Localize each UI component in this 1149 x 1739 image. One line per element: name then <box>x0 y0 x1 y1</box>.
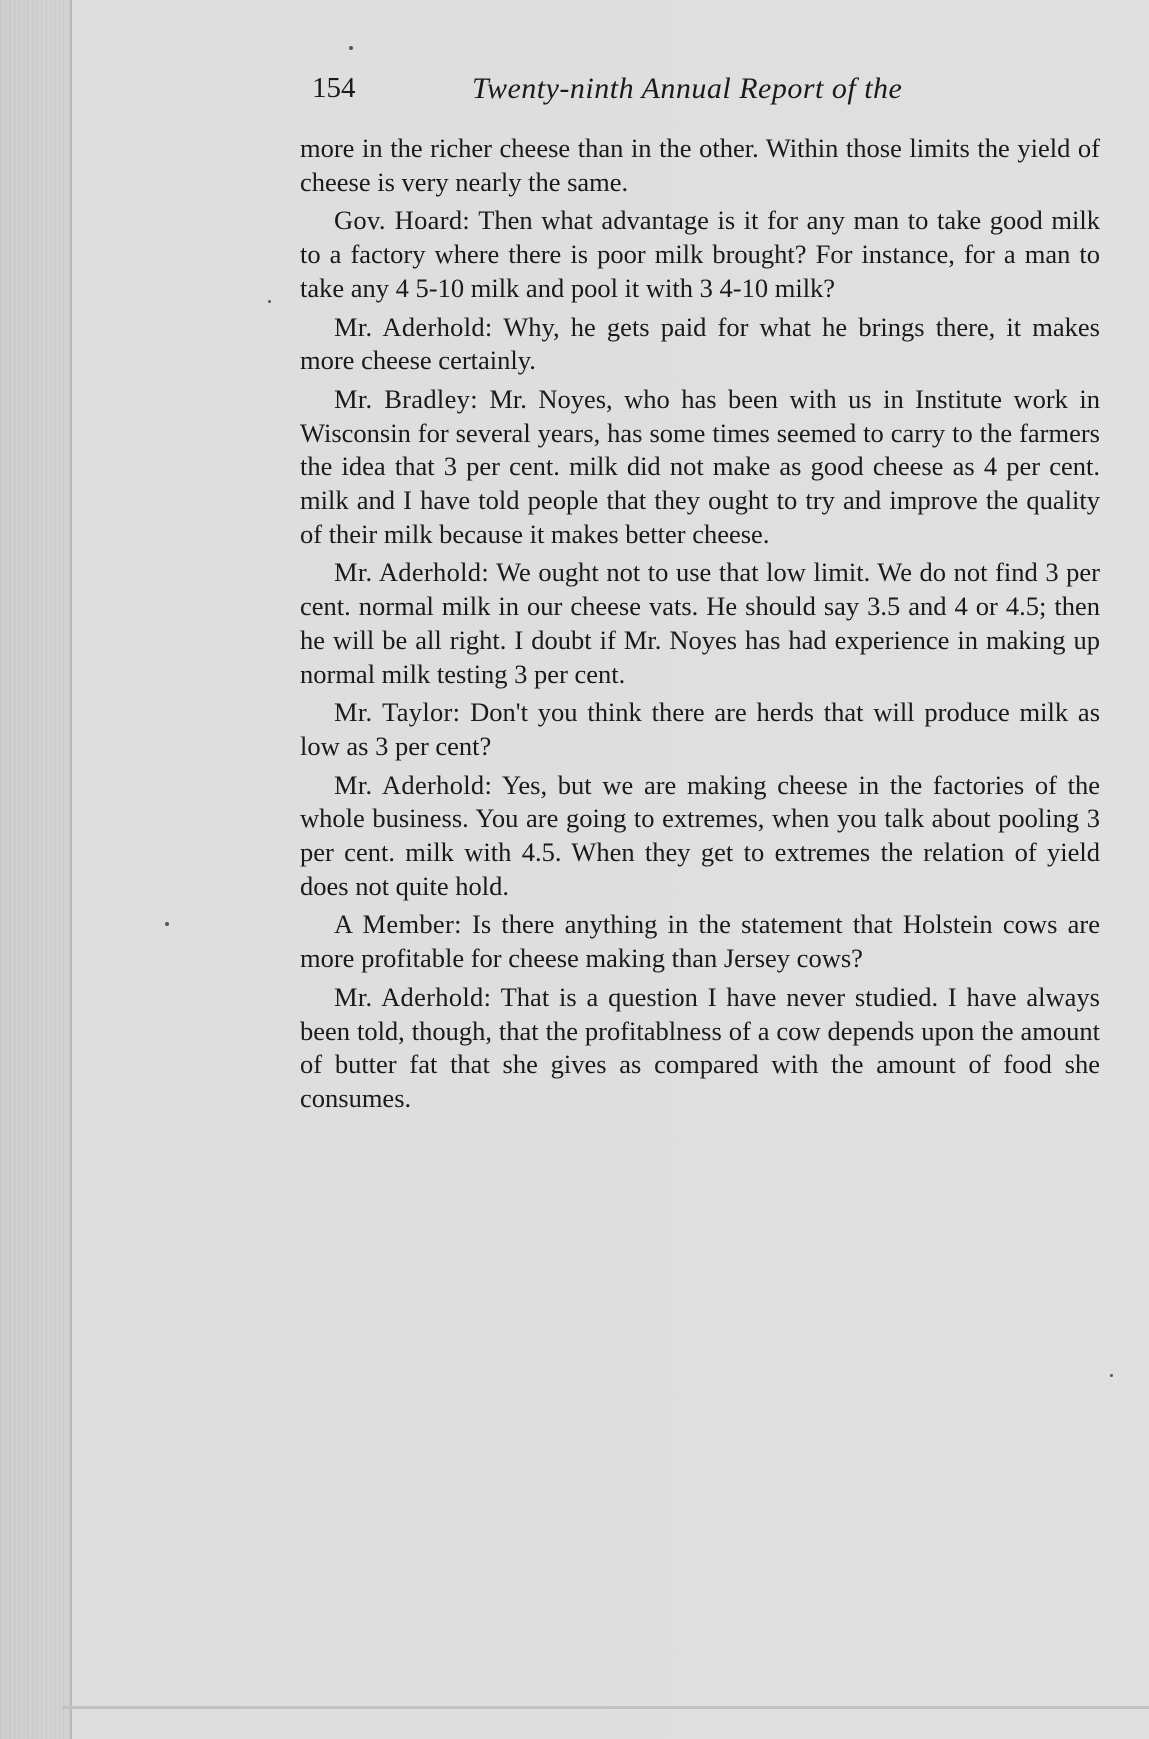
speaker-label: Mr. Aderhold: <box>334 557 490 588</box>
paragraph <box>300 769 1100 904</box>
speaker-label: Mr. Aderhold: <box>334 769 493 800</box>
paragraph <box>300 383 1100 552</box>
scan-speck <box>165 922 169 926</box>
paragraph-text: Yes, but we are making cheese in the factories of the whole business. You are going to extremes, when you talk about pooling 3 per cent. milk with 4.5. When they get to extremes the relation of yield does not quite hold. <box>300 769 1101 901</box>
paragraph-text: Why, he gets paid for what he brings there, it makes more cheese certainly. <box>300 311 1100 376</box>
scan-speck <box>349 46 353 50</box>
paragraph-text: We ought not to use that low limit. We do not find 3 per cent. normal milk in our cheese vats. He should say 3.5 and 4 or 4.5; then he will be all right. I doubt if Mr. Noyes has had experience in making up normal milk testing 3 per cent. <box>300 557 1100 689</box>
speaker-label: A Member: <box>334 909 462 940</box>
speaker-label: Mr. Taylor: <box>334 697 461 728</box>
speaker-label: Mr. Aderhold: <box>334 311 493 342</box>
page-edge-line <box>70 0 72 1739</box>
paragraph-text: Is there anything in the statement that Holstein cows are more profitable for cheese making than Jersey cows? <box>300 909 1100 974</box>
paragraph <box>300 556 1100 691</box>
paragraph-text: Mr. Noyes, who has been with us in Institute work in Wisconsin for several years, has some times seemed to carry to the farmers the idea that 3 per cent. milk did not make as good cheese as 4 per cent. milk and I have told people that they ought to try and improve the quality of their milk because it makes better cheese. <box>300 383 1100 549</box>
book-binding-edge <box>0 0 70 1739</box>
running-header <box>312 72 952 116</box>
paragraph <box>300 908 1100 975</box>
paragraph-text: That is a question I have never studied. I have always been told, though, that the profitablness of a cow depends upon the amount of butter fat that she gives as compared with the amount of food she consumes. <box>300 981 1100 1113</box>
body-text <box>300 132 1100 1121</box>
speaker-label: Gov. Hoard: <box>334 205 471 236</box>
paragraph-text: Don't you think there are herds that will produce milk as low as 3 per cent? <box>300 697 1101 761</box>
paragraph <box>300 204 1100 305</box>
paragraph <box>300 132 1100 199</box>
speaker-label: Mr. Bradley: <box>334 383 478 414</box>
paragraph <box>300 981 1100 1116</box>
paragraph-text: more in the richer cheese than in the other. Within those limits the yield of cheese is very nearly the same. <box>300 133 1100 197</box>
paragraph-text: Then what advantage is it for any man to take good milk to a factory where there is poor milk brought? For instance, for a man to take any 4 5-10 milk and pool it with 3 4-10 milk? <box>300 205 1100 303</box>
running-title: Twenty-ninth Annual Report of the <box>472 72 903 105</box>
page-number: 154 <box>312 72 356 104</box>
scan-speck <box>268 300 271 303</box>
scan-speck <box>1110 1374 1113 1377</box>
paragraph <box>300 311 1100 378</box>
paragraph <box>300 696 1100 763</box>
speaker-label: Mr. Aderhold: <box>334 981 492 1012</box>
page-bottom-edge <box>62 1706 1149 1709</box>
